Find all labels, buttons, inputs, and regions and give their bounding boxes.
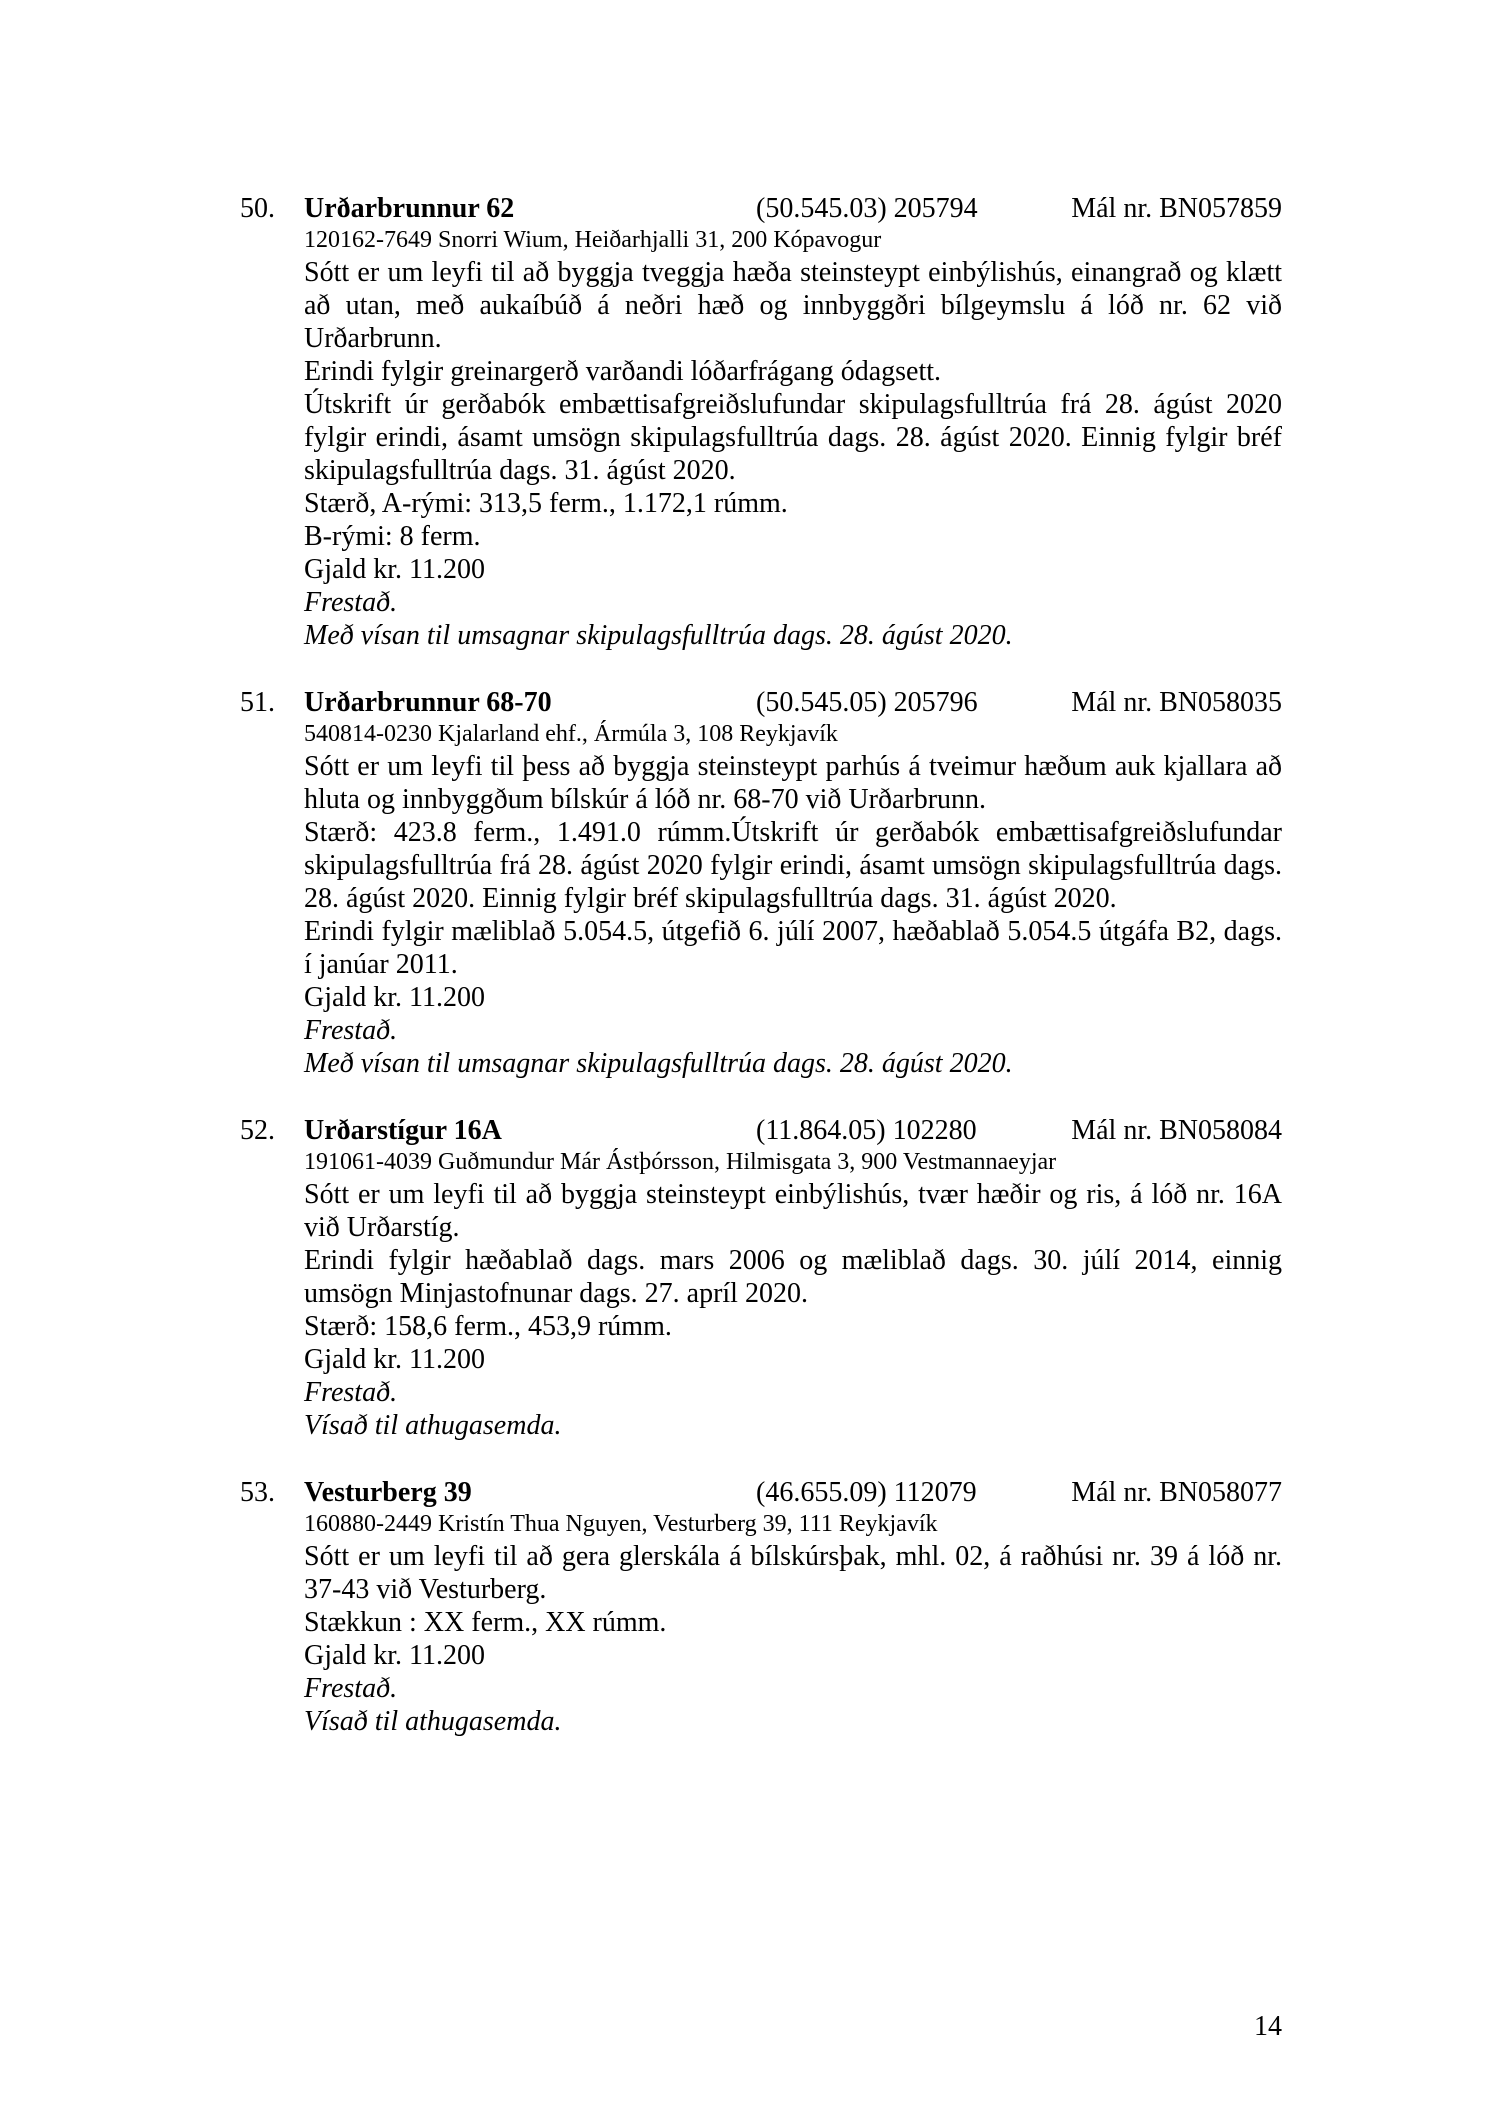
agenda-item [240, 686, 1282, 1080]
paragraph: 120162-7649 Snorri Wium, Heiðarhjalli 31, 200 Kópavogur [304, 227, 882, 253]
paragraph: Erindi fylgir hæðablað dags. mars 2006 og mæliblað dags. 30. júlí 2014, einnig umsögn Minjastofnunar dags. 27. apríl 2020. [304, 1245, 1282, 1309]
item-title: Vesturberg 39 [304, 1477, 472, 1508]
paragraph: Gjald kr. 11.200 [304, 1344, 485, 1375]
item-title: Urðarstígur 16A [304, 1115, 502, 1146]
paragraph: Stækkun : XX ferm., XX rúmm. [304, 1607, 667, 1638]
item-plot-ref: (11.864.05) 102280 [756, 1115, 977, 1146]
items-container [240, 192, 1282, 1772]
paragraph: Gjald kr. 11.200 [304, 554, 485, 585]
paragraph: Stærð, A-rými: 313,5 ferm., 1.172,1 rúmm. [304, 488, 788, 519]
agenda-item [240, 1476, 1282, 1738]
paragraph: Sótt er um leyfi til að byggja steinsteypt einbýlishús, tvær hæðir og ris, á lóð nr. 16A við Urðarstíg. [304, 1179, 1282, 1243]
paragraph: Stærð: 158,6 ferm., 453,9 rúmm. [304, 1311, 672, 1342]
paragraph: Með vísan til umsagnar skipulagsfulltrúa dags. 28. ágúst 2020. [304, 1048, 1013, 1079]
item-plot-ref: (46.655.09) 112079 [756, 1477, 977, 1508]
paragraph: Sótt er um leyfi til að gera glerskála á bílskúrsþak, mhl. 02, á raðhúsi nr. 39 á lóð nr. 37-43 við Vesturberg. [304, 1541, 1282, 1605]
paragraph: B-rými: 8 ferm. [304, 521, 481, 552]
paragraph: Gjald kr. 11.200 [304, 1640, 485, 1671]
paragraph: 160880-2449 Kristín Thua Nguyen, Vesturberg 39, 111 Reykjavík [304, 1511, 938, 1537]
paragraph: Vísað til athugasemda. [304, 1706, 562, 1737]
paragraph: Útskrift úr gerðabók embættisafgreiðslufundar skipulagsfulltrúa frá 28. ágúst 2020 fylgir erindi, ásamt umsögn skipulagsfulltrúa dags. 28. ágúst 2020. Einnig fylgir bréf skipulagsfulltrúa dags. 31. ágúst 2020. [304, 389, 1282, 486]
item-body [304, 1147, 1282, 1442]
paragraph: Frestað. [304, 587, 398, 618]
paragraph: Frestað. [304, 1377, 398, 1408]
item-number: 50. [240, 193, 275, 224]
item-number: 52. [240, 1115, 275, 1146]
item-number: 53. [240, 1477, 275, 1508]
item-number: 51. [240, 687, 275, 718]
item-header [240, 686, 1282, 719]
paragraph: 191061-4039 Guðmundur Már Ástþórsson, Hilmisgata 3, 900 Vestmannaeyjar [304, 1149, 1057, 1175]
page-number: 14 [1254, 2011, 1282, 2042]
item-plot-ref: (50.545.03) 205794 [756, 193, 978, 224]
item-case-ref: Mál nr. BN058035 [1071, 687, 1282, 718]
item-header [240, 1114, 1282, 1147]
item-case-ref: Mál nr. BN057859 [1071, 193, 1282, 224]
paragraph: Frestað. [304, 1673, 398, 1704]
item-title: Urðarbrunnur 68-70 [304, 687, 552, 718]
item-body [304, 225, 1282, 652]
paragraph: Erindi fylgir greinargerð varðandi lóðarfrágang ódagsett. [304, 356, 942, 387]
paragraph: Stærð: 423.8 ferm., 1.491.0 rúmm.Útskrift úr gerðabók embættisafgreiðslufundar skipulagsfulltrúa frá 28. ágúst 2020 fylgir erindi, ásamt umsögn skipulagsfulltrúa dags. 28. ágúst 2020. Einnig fylgir bréf skipulagsfulltrúa dags. 31. ágúst 2020. [304, 817, 1282, 914]
item-plot-ref: (50.545.05) 205796 [756, 687, 978, 718]
paragraph: 540814-0230 Kjalarland ehf., Ármúla 3, 108 Reykjavík [304, 721, 838, 747]
item-body [304, 1509, 1282, 1738]
item-case-ref: Mál nr. BN058084 [1071, 1115, 1282, 1146]
item-title: Urðarbrunnur 62 [304, 193, 515, 224]
paragraph: Vísað til athugasemda. [304, 1410, 562, 1441]
item-case-ref: Mál nr. BN058077 [1071, 1477, 1282, 1508]
agenda-item [240, 1114, 1282, 1442]
paragraph: Með vísan til umsagnar skipulagsfulltrúa dags. 28. ágúst 2020. [304, 620, 1013, 651]
item-body [304, 719, 1282, 1080]
paragraph: Sótt er um leyfi til þess að byggja steinsteypt parhús á tveimur hæðum auk kjallara að hluta og innbyggðum bílskúr á lóð nr. 68-70 við Urðarbrunn. [304, 751, 1282, 815]
paragraph: Frestað. [304, 1015, 398, 1046]
item-header [240, 192, 1282, 225]
item-header [240, 1476, 1282, 1509]
agenda-item [240, 192, 1282, 652]
paragraph: Sótt er um leyfi til að byggja tveggja hæða steinsteypt einbýlishús, einangrað og klætt að utan, með aukaíbúð á neðri hæð og innbyggðri bílgeymslu á lóð nr. 62 við Urðarbrunn. [304, 257, 1282, 354]
paragraph: Erindi fylgir mæliblað 5.054.5, útgefið 6. júlí 2007, hæðablað 5.054.5 útgáfa B2, dags. í janúar 2011. [304, 916, 1282, 980]
paragraph: Gjald kr. 11.200 [304, 982, 485, 1013]
